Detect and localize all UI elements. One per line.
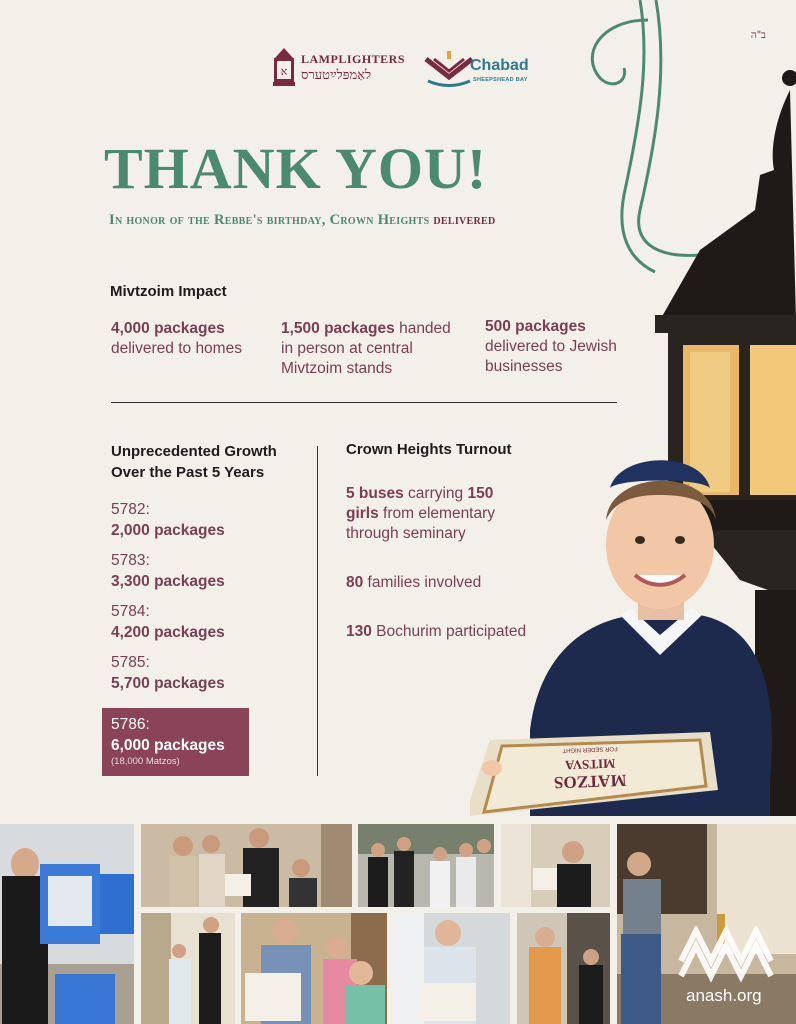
- impact-item-bold: 500 packages: [485, 318, 586, 335]
- turnout-bold: 150: [467, 485, 494, 502]
- photo-hallway-boys: [141, 913, 235, 1024]
- impact-item-bold: 4,000 packages: [111, 320, 225, 337]
- impact-item: [485, 317, 635, 377]
- matza-box-label-3: FOR SEDER NIGHT: [562, 745, 618, 753]
- year-label: 5786:: [111, 716, 150, 733]
- turnout-heading: Crown Heights Turnout: [346, 441, 512, 458]
- year-note: (18,000 Matzos): [111, 756, 180, 767]
- photo-boys-group: [358, 824, 494, 907]
- column-divider: [317, 446, 318, 776]
- turnout-text: from elementary through seminary: [346, 505, 496, 542]
- matza-box-label: MATZOS: [553, 770, 627, 793]
- turnout-text: Bochurim participated: [371, 623, 527, 640]
- photo-family-group: [141, 824, 352, 907]
- turnout-bold: girls: [346, 505, 379, 522]
- turnout-bold: 80: [346, 574, 364, 591]
- year-label: 5784:: [111, 603, 150, 620]
- year-item-highlight: [102, 708, 249, 776]
- photo-woman-doorway: [517, 913, 610, 1024]
- subtitle-prefix: In honor of the Rebbe's birthday, Crown Heights: [109, 212, 434, 228]
- photo-man-glasses: [394, 913, 510, 1024]
- photo-boy-door: [501, 824, 610, 907]
- turnout-bold: 5 buses: [346, 485, 404, 502]
- year-label: 5785:: [111, 654, 150, 671]
- chabad-logo: [424, 45, 534, 89]
- photo-volunteer-boxes: [0, 824, 134, 1024]
- boy-with-matza-photo: [470, 440, 796, 816]
- impact-heading: Mivtzoim Impact: [110, 283, 227, 300]
- year-item: [111, 652, 225, 694]
- year-packages: 6,000 packages: [111, 737, 225, 754]
- page-subtitle: [109, 212, 496, 229]
- chabad-name: Chabad: [470, 57, 529, 74]
- year-packages: 3,300 packages: [111, 573, 225, 590]
- svg-text:א: א: [280, 65, 288, 78]
- impact-item-text: in person at central Mivtzoim stands: [281, 340, 413, 377]
- turnout-text: carrying: [403, 485, 468, 502]
- page-title: THANK YOU!: [104, 136, 488, 201]
- year-packages: 2,000 packages: [111, 522, 225, 539]
- turnout-item: [346, 573, 481, 593]
- anash-watermark: anash.org: [686, 986, 762, 1005]
- year-label: 5783:: [111, 552, 150, 569]
- chabad-subtitle: SHEEPSHEAD BAY: [473, 77, 528, 83]
- section-divider: [111, 402, 617, 403]
- impact-item-inline: handed: [394, 320, 451, 337]
- lamplighters-logo: [269, 46, 405, 90]
- lamplighters-name: LAMPLIGHTERS: [301, 52, 406, 66]
- impact-item-text: delivered to homes: [111, 340, 242, 357]
- chabad-menorah-icon: [424, 45, 474, 89]
- matza-box-label-2: MITSVA: [564, 756, 616, 773]
- lantern-icon: [269, 46, 299, 90]
- photo-woman-girls: [241, 913, 387, 1024]
- year-item: [111, 714, 225, 756]
- year-packages: 5,700 packages: [111, 675, 225, 692]
- lamplighters-hebrew: לאַמפּלײַטערס: [301, 68, 372, 83]
- impact-item: [111, 319, 271, 359]
- impact-item: [281, 319, 471, 379]
- impact-item-bold: 1,500 packages: [281, 320, 395, 337]
- turnout-bold: 130: [346, 623, 372, 640]
- green-swirl-2: [639, 0, 700, 255]
- turnout-text: families involved: [363, 574, 482, 591]
- year-item: [111, 550, 225, 592]
- year-item: [111, 499, 225, 541]
- impact-item-text: delivered to Jewish businesses: [485, 338, 617, 375]
- year-packages: 4,200 packages: [111, 624, 225, 641]
- growth-heading: Unprecedented Growth Over the Past 5 Years: [111, 443, 277, 481]
- year-item: [111, 601, 225, 643]
- bh-mark: ב"ה: [750, 30, 766, 41]
- green-swirl-3: [592, 20, 648, 84]
- year-label: 5782:: [111, 501, 150, 518]
- subtitle-emphasis: delivered: [433, 212, 496, 228]
